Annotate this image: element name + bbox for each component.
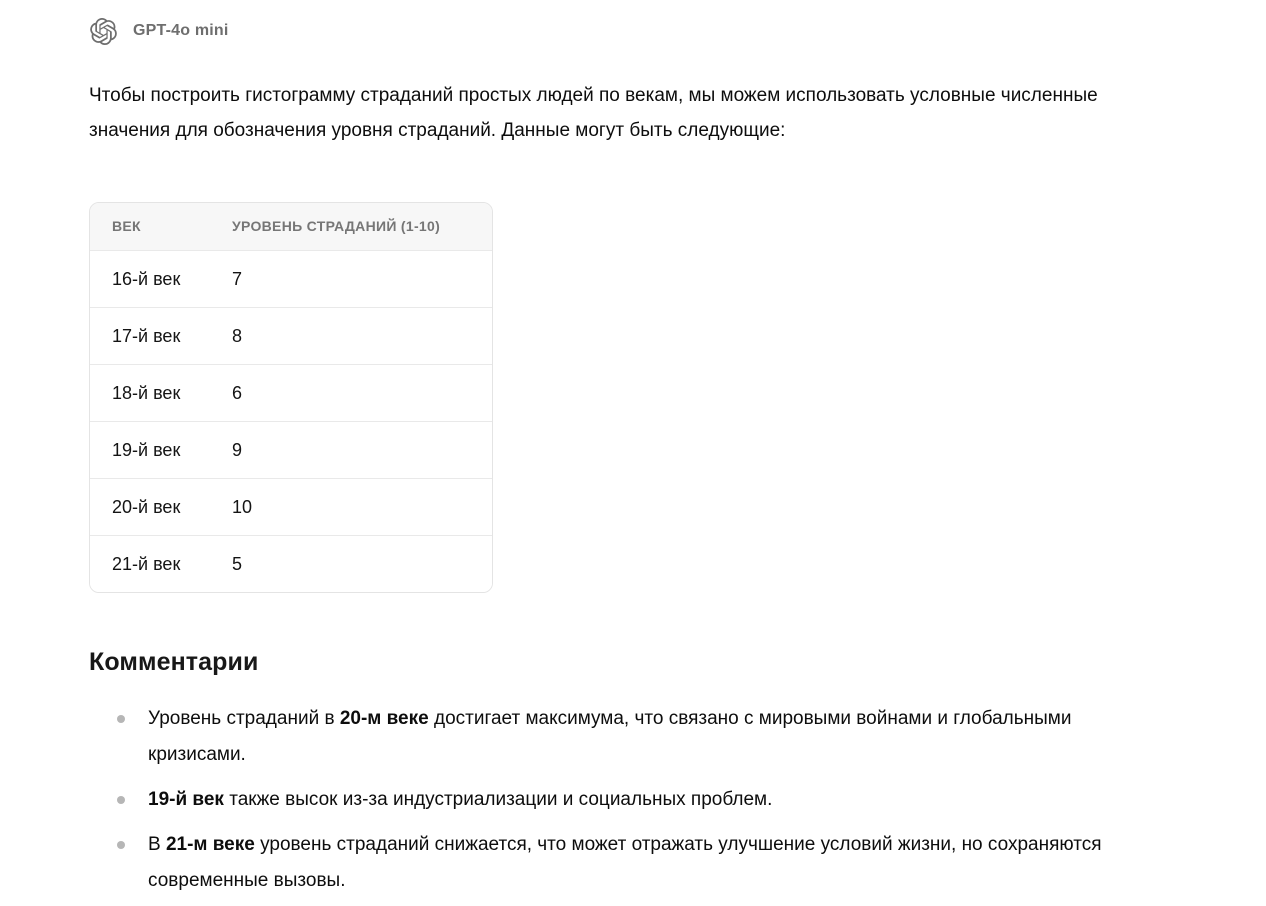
model-header[interactable] xyxy=(89,17,1179,45)
cell-century: 19-й век xyxy=(90,422,210,479)
cell-century: 16-й век xyxy=(90,251,210,308)
intro-paragraph: Чтобы построить гистограмму страданий простых людей по векам, мы можем использовать условные численные значения для обозначения уровня страданий. Данные могут быть следующие: xyxy=(89,85,1098,141)
assistant-message xyxy=(89,0,1179,899)
table-row xyxy=(90,308,492,365)
comment-text-bold: 19-й век xyxy=(148,789,224,810)
comment-text-bold: 20-м веке xyxy=(339,708,429,729)
table-row xyxy=(90,365,492,422)
suffering-table xyxy=(89,202,493,593)
table-row xyxy=(90,479,492,536)
cell-level: 7 xyxy=(210,251,492,308)
comments-heading: Комментарии xyxy=(89,648,259,676)
table-row xyxy=(90,422,492,479)
cell-century: 17-й век xyxy=(90,308,210,365)
cell-level: 9 xyxy=(210,422,492,479)
openai-logo-icon xyxy=(89,17,117,45)
comments-list xyxy=(89,701,1179,899)
comment-text: также высок из-за индустриализации и социальных проблем. xyxy=(223,789,773,810)
comment-text-bold: 21-м веке xyxy=(165,834,255,855)
table-row xyxy=(90,536,492,593)
column-header-level: УРОВЕНЬ СТРАДАНИЙ (1-10) xyxy=(210,203,492,251)
cell-century: 21-й век xyxy=(90,536,210,593)
comment-text: достигает максимума, что связано с мировыми войнами и глобальными кризисами. xyxy=(148,708,1072,765)
bullet-icon xyxy=(117,715,125,723)
cell-level: 8 xyxy=(210,308,492,365)
data-table xyxy=(90,203,492,592)
bullet-icon xyxy=(117,796,125,804)
comment-text: Уровень страданий в xyxy=(148,708,340,729)
bullet-icon xyxy=(117,841,125,849)
cell-century: 20-й век xyxy=(90,479,210,536)
cell-level: 6 xyxy=(210,365,492,422)
comment-text: В xyxy=(148,834,166,855)
list-item xyxy=(89,827,1149,899)
table-header-row xyxy=(90,203,492,251)
model-name-label: GPT-4o mini xyxy=(133,22,229,39)
cell-level: 5 xyxy=(210,536,492,593)
column-header-century: ВЕК xyxy=(90,203,210,251)
cell-level: 10 xyxy=(210,479,492,536)
list-item xyxy=(89,782,1149,818)
table-row xyxy=(90,251,492,308)
comment-text: уровень страданий снижается, что может отражать улучшение условий жизни, но сохраняются современные вызовы. xyxy=(148,834,1102,891)
list-item xyxy=(89,701,1149,773)
cell-century: 18-й век xyxy=(90,365,210,422)
